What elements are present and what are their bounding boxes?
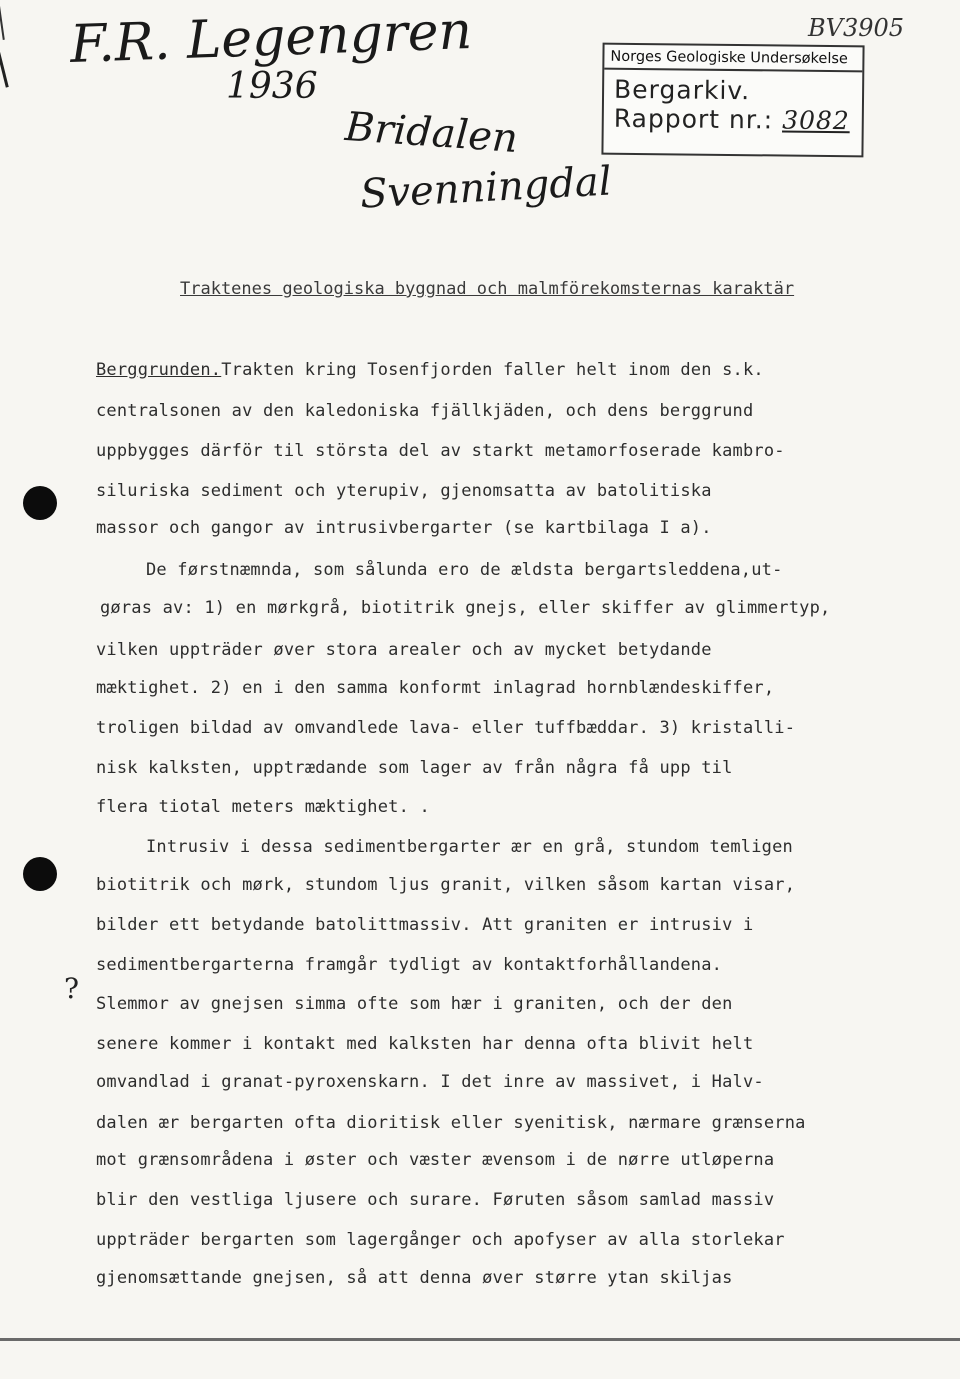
stamp-report-label: Rapport nr.: (613, 103, 774, 135)
body-line: siluriska sediment och yterupiv, gjenomsatta av batolitiska (96, 481, 712, 501)
body-line: Intrusiv i dessa sedimentbergarter ær en grå, stundom temligen (146, 837, 793, 857)
body-line-text: Trakten kring Tosenfjorden faller helt inom den s.k. (221, 360, 764, 380)
handwritten-year: 1936 (226, 66, 318, 107)
stamp-archive-label: Bergarkiv. (613, 74, 751, 106)
body-line: De førstnæmnda, som sålunda ero de ældsta bergartsleddena,ut- (146, 560, 783, 580)
body-line: mæktighet. 2) en i den samma konformt inlagrad hornblændeskiffer, (96, 678, 775, 698)
body-line: nisk kalksten, upptrædande som lager av från några få upp til (96, 758, 733, 778)
body-line: mot grænsområdena i øster och væster ævensom i de nørre utløperna (96, 1150, 775, 1170)
margin-question-mark: ? (64, 972, 80, 1005)
punch-hole (23, 486, 57, 520)
body-line: gjenomsættande gnejsen, så att denna øver større ytan skiljas (96, 1268, 733, 1288)
body-line: blir den vestliga ljusere och surare. Føruten såsom samlad massiv (96, 1190, 775, 1210)
stamp-report-number: 3082 (782, 105, 850, 136)
body-line: troligen bildad av omvandlede lava- eller tuffbæddar. 3) kristalli- (96, 718, 796, 738)
handwritten-place-2: Svenningdal (358, 158, 613, 218)
handwritten-author: F.R. Legengren (69, 1, 473, 75)
body-line: gøras av: 1) en mørkgrå, biotitrik gnejs, eller skiffer av glimmertyp, (100, 598, 831, 618)
punch-hole (23, 857, 57, 891)
body-line: omvandlad i granat-pyroxenskarn. I det inre av massivet, i Halv- (96, 1072, 764, 1092)
body-line (96, 360, 764, 380)
archive-code: BV3905 (808, 14, 905, 42)
archive-stamp (601, 43, 864, 158)
body-line: uppträder bergarten som lagergånger och apofyser av alla storlekar (96, 1230, 785, 1250)
body-line: sedimentbergarterna framgår tydligt av kontaktforhållandena. (96, 955, 723, 975)
body-line: bilder ett betydande batolittmassiv. Att graniten er intrusiv i (96, 915, 754, 935)
body-line: biotitrik och mørk, stundom ljus granit, vilken såsom kartan visar, (96, 875, 796, 895)
body-line: uppbygges därför til största del av starkt metamorfoserade kambro- (96, 441, 785, 461)
body-line: vilken uppträder øver stora arealer och av mycket betydande (96, 640, 712, 660)
body-line: massor och gangor av intrusivbergarter (se kartbilaga I a). (96, 518, 712, 538)
body-line: centralsonen av den kaledoniska fjällkjäden, och dens berggrund (96, 401, 754, 421)
body-line: flera tiotal meters mæktighet. . (96, 797, 430, 817)
handwritten-place-1: Bridalen (343, 104, 520, 162)
document-title: Traktenes geologiska byggnad och malmförekomsternas karaktär (180, 279, 795, 299)
body-line: dalen ær bergarten ofta dioritisk eller syenitisk, nærmare grænserna (96, 1113, 806, 1133)
page-edge-line (0, 1338, 960, 1341)
stamp-header: Norges Geologiske Undersøkelse (604, 45, 862, 73)
margin-stroke (0, 40, 9, 87)
body-line: Slemmor av gnejsen simma ofte som hær i graniten, och der den (96, 994, 733, 1014)
margin-stroke (0, 0, 5, 40)
stamp-report-line (604, 104, 862, 136)
section-heading: Berggrunden. (96, 360, 222, 380)
body-line: senere kommer i kontakt med kalksten har denna ofta blivit helt (96, 1034, 754, 1054)
